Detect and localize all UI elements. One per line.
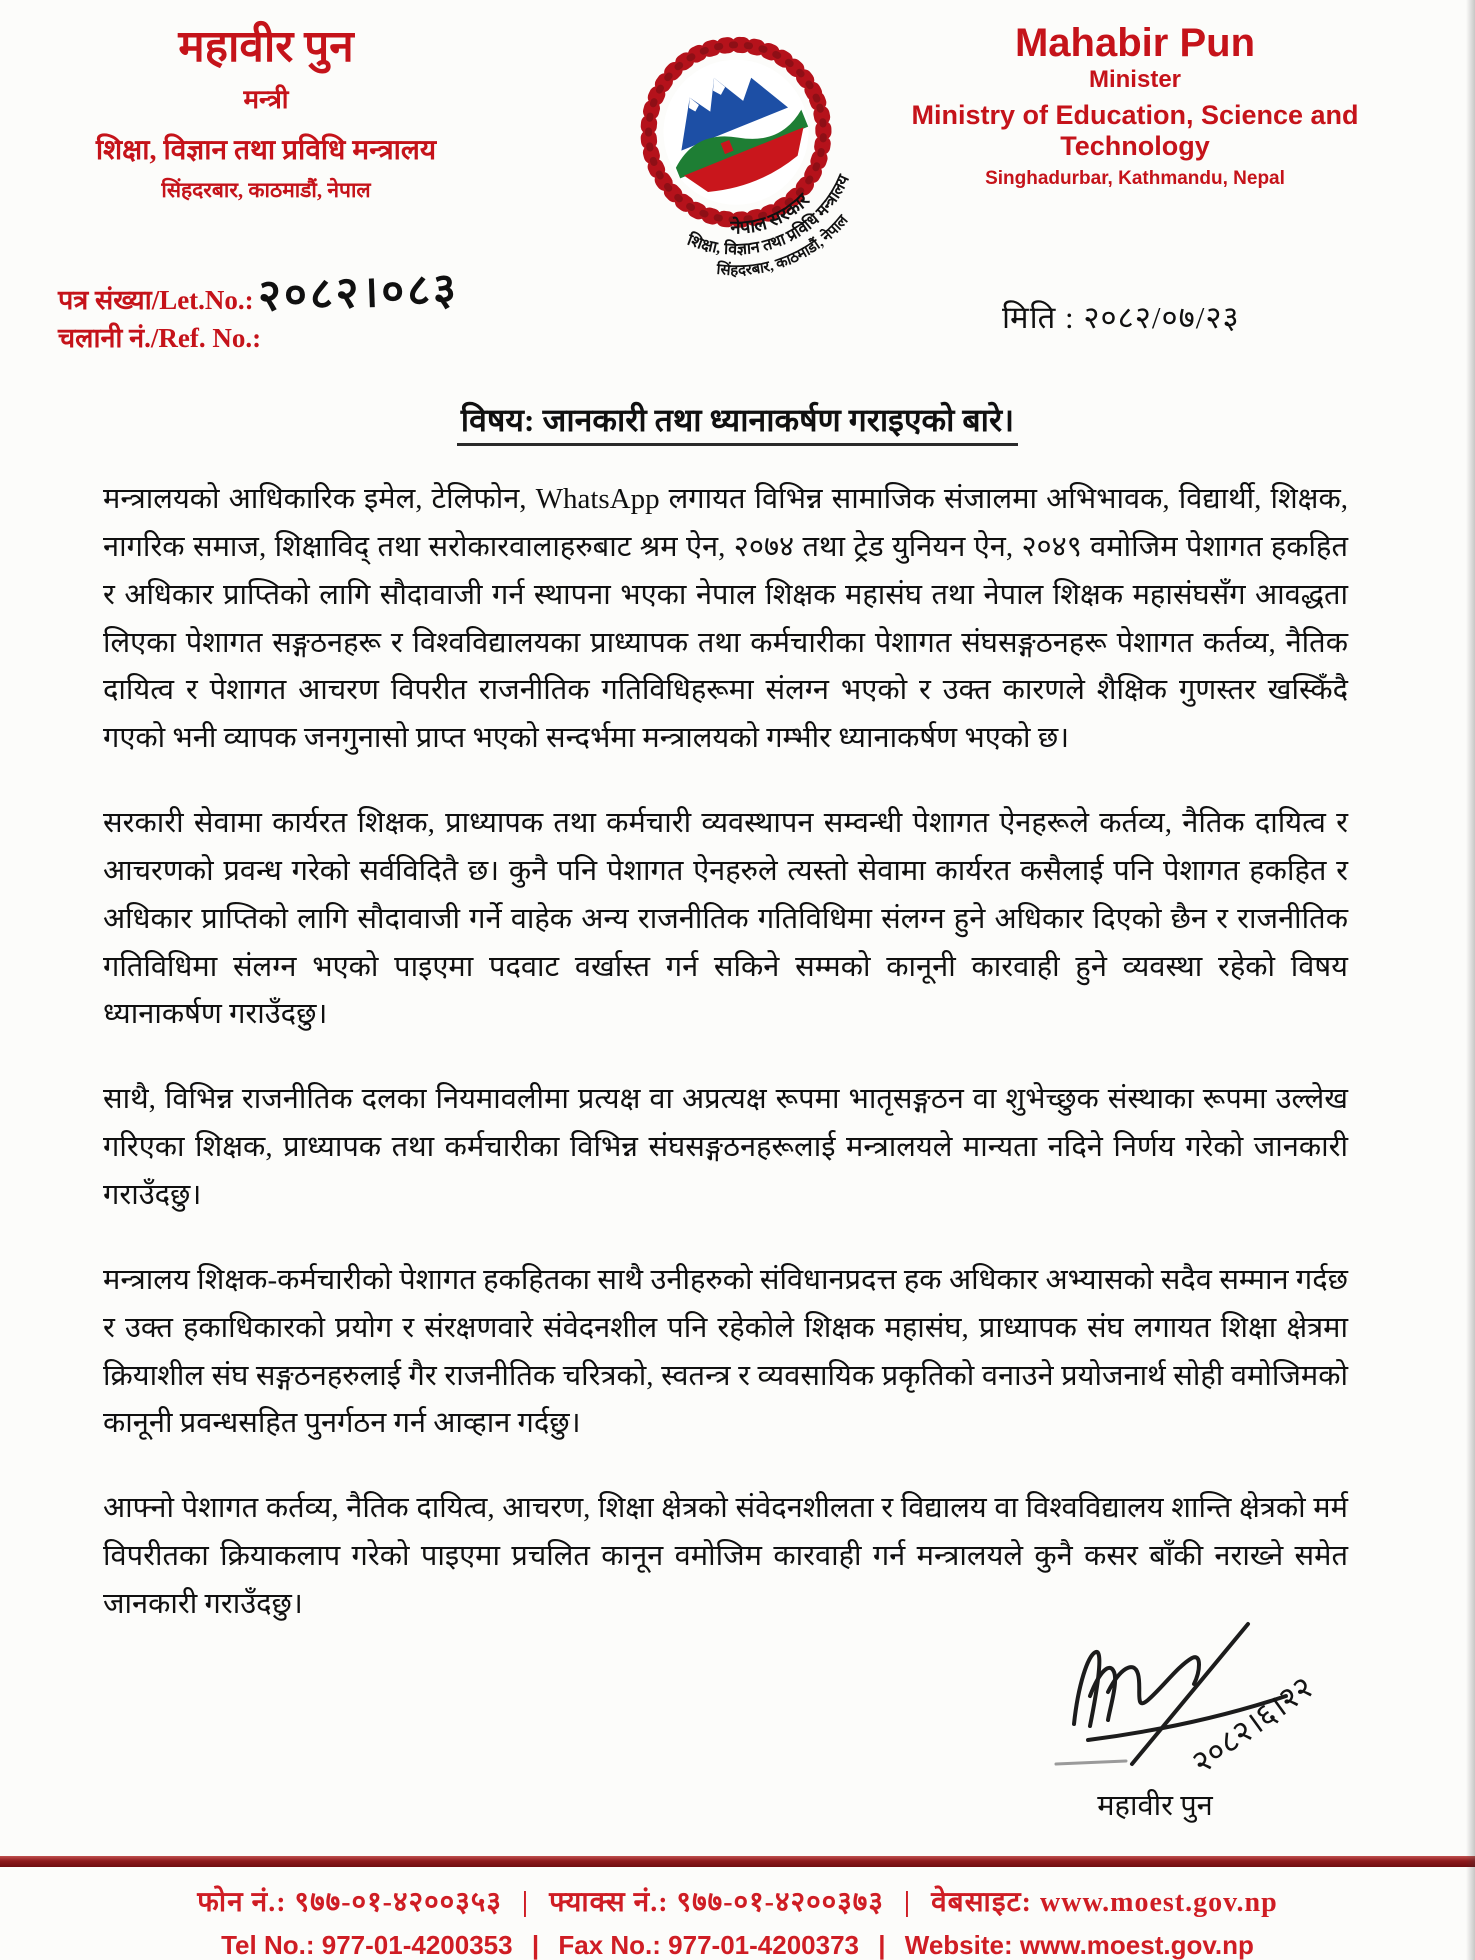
- fax-number-nepali: ९७७-०१-४२००३७३: [676, 1887, 884, 1918]
- handwritten-signature-icon: [1040, 1612, 1370, 1792]
- minister-title-english: Minister: [1088, 66, 1181, 93]
- letter-body: [103, 476, 1348, 1666]
- minister-name-nepali: महावीर पुन: [178, 22, 354, 71]
- ministry-name-nepali: शिक्षा, विज्ञान तथा प्रविधि मन्त्रालय: [95, 135, 437, 167]
- ministry-address-nepali: सिंहदरबार, काठमाडौं, नेपाल: [161, 178, 371, 203]
- website-url-english: www.moest.gov.np: [1019, 1930, 1254, 1960]
- subject-text: विषय: जानकारी तथा ध्यानाकर्षण गराइएको बारे।: [457, 402, 1018, 446]
- fax-label-english: Fax No.:: [558, 1930, 661, 1960]
- ministry-address-english: Singhadurbar, Kathmandu, Nepal: [985, 168, 1285, 190]
- emblem-arc-text-government: नेपाल सरकार: [730, 189, 814, 238]
- ministry-name-english: Ministry of Education, Science and Technology: [911, 100, 1359, 162]
- paragraph-4: मन्त्रालय शिक्षक-कर्मचारीको पेशागत हकहितका साथै उनीहरुको संविधानप्रदत्त हक अधिकार अभ्यासको सदैव सम्मान गर्दछ र उक्त हकाधिकारको प्रयोग र संरक्षणवारे संवेदनशील पनि रहेकोले शिक्षक महासंघ, प्राध्यापक संघ लगायत शिक्षा क्षेत्रमा क्रियाशील संघ सङ्गठनहरुलाई गैर राजनीतिक चरित्रको, स्वतन्त्र र व्यवसायिक प्रकृतिको वनाउने प्रयोजनार्थ सोही वमोजिमको कानूनी प्रवन्धसहित पुनर्गठन गर्न आव्हान गर्दछु।: [103, 1263, 1348, 1440]
- phone-label-english: Tel No.:: [221, 1930, 315, 1960]
- paragraph-2: सरकारी सेवामा कार्यरत शिक्षक, प्राध्यापक तथा कर्मचारी व्यवस्थापन सम्वन्धी पेशागत ऐनहरूले कर्तव्य, नैतिक दायित्व र आचरणको प्रवन्ध गरेको सर्वविदितै छ। कुनै पनि पेशागत ऐनहरुले त्यस्तो सेवामा कार्यरत कसैलाई पनि पेशागत हकहित र अधिकार प्राप्तिको लागि सौदावाजी गर्ने वाहेक अन्य राजनीतिक गतिविधिमा संलग्न हुने अधिकार दिएको छैन र राजनीतिक गतिविधिमा संलग्न भएको पाइएमा पदवाट वर्खास्त गर्न सकिने सम्मको कानूनी कारवाही हुने व्यवस्था रहेको विषय ध्यानाकर्षण गराउँदछु।: [103, 807, 1348, 1031]
- emblem-arc-text-ministry: शिक्षा, विज्ञान तथा प्रविधि मन्त्रालय: [684, 172, 853, 259]
- scan-edge-artifact: [1466, 0, 1475, 1960]
- signature-block: [1040, 1612, 1380, 1824]
- website-label-english: Website:: [904, 1930, 1013, 1960]
- fax-label-nepali: फ्याक्स नं.:: [549, 1887, 669, 1918]
- letterhead-left: [48, 24, 484, 204]
- footer-separator: |: [521, 1887, 530, 1918]
- nepal-government-emblem-icon: [583, 2, 889, 320]
- emblem-arc-text-address: सिंहदरबार, काठमाडौं, नेपाल: [715, 212, 852, 280]
- website-label-nepali: वेबसाइट:: [931, 1887, 1032, 1918]
- minister-name-english: Mahabir Pun: [1014, 21, 1256, 65]
- phone-number-nepali: ९७७-०१-४२००३५३: [294, 1887, 502, 1918]
- ref-number-label: चलानी नं./Ref. No.:: [58, 323, 262, 353]
- phone-number-english: 977-01-4200353: [321, 1930, 513, 1960]
- letter-date: मिति : २०८२/०७/२३: [1002, 300, 1240, 335]
- footer-separator: |: [878, 1930, 886, 1960]
- footer-contact-nepali: [0, 1882, 1475, 1920]
- letter-number-label: पत्र संख्या/Let.No.:: [58, 285, 254, 315]
- fax-number-english: 977-01-4200373: [668, 1930, 859, 1960]
- letterhead-right: [880, 22, 1390, 190]
- website-url-nepali: www.moest.gov.np: [1040, 1887, 1278, 1918]
- letter-number-row: [58, 262, 459, 322]
- phone-label-nepali: फोन नं.:: [197, 1887, 287, 1918]
- paragraph-5: आफ्नो पेशागत कर्तव्य, नैतिक दायित्व, आचरण, शिक्षा क्षेत्रको संवेदनशीलता र विद्यालय वा विश्वविद्यालय शान्ति क्षेत्रको मर्म विपरीतका क्रियाकलाप गरेको पाइएमा प्रचलित कानून वमोजिम कारवाही गर्न मन्त्रालयले कुनै कसर बाँकी नराख्ने समेत जानकारी गराउँदछु।: [103, 1492, 1348, 1620]
- footer-divider: [0, 1856, 1475, 1867]
- footer-separator: |: [531, 1930, 540, 1960]
- footer: [0, 1882, 1475, 1960]
- paragraph-3: साथै, विभिन्न राजनीतिक दलका नियमावलीमा प्रत्यक्ष वा अप्रत्यक्ष रूपमा भातृसङ्गठन वा शुभेच्छुक संस्थाका रूपमा उल्लेख गरिएका शिक्षक, प्राध्यापक तथा कर्मचारीका विभिन्न संघसङ्गठनहरूलाई मन्त्रालयले मान्यता नदिने निर्णय गरेको जानकारी गराउँदछु।: [103, 1083, 1348, 1211]
- paragraph-1: मन्त्रालयको आधिकारिक इमेल, टेलिफोन, WhatsApp लगायत विभिन्न सामाजिक संजालमा अभिभावक, विद्यार्थी, शिक्षक, नागरिक समाज, शिक्षाविद् तथा सरोकारवालाहरुबाट श्रम ऐन, २०७४ तथा ट्रेड युनियन ऐन, २०४९ वमोजिम पेशागत हकहित र अधिकार प्राप्तिको लागि सौदावाजी गर्न स्थापना भएका नेपाल शिक्षक महासंघ तथा नेपाल शिक्षक महासंघसँग आवद्धता लिएका पेशागत सङ्गठनहरू र विश्वविद्यालयका प्राध्यापक तथा कर्मचारीका पेशागत संघसङ्गठनहरू पेशागत कर्तव्य, नैतिक दायित्व र पेशागत आचरण विपरीत राजनीतिक गतिविधिहरूमा संलग्न भएको र उक्त कारणले शैक्षिक गुणस्तर खस्किँदै गएको भनी व्यापक जनगुनासो प्राप्त भएको सन्दर्भमा मन्त्रालयको गम्भीर ध्यानाकर्षण भएको छ।: [103, 483, 1348, 755]
- footer-contact-english: [0, 1930, 1475, 1960]
- signatory-name: महावीर पुन: [1097, 1790, 1213, 1822]
- letter-number-handwritten-value: २०८२।०८३: [256, 264, 460, 321]
- subject-line: [0, 398, 1475, 441]
- signature-handwritten-date: २०८२।६।२२: [1184, 1668, 1320, 1781]
- minister-title-nepali: मन्त्री: [243, 85, 289, 115]
- footer-separator: |: [903, 1887, 912, 1918]
